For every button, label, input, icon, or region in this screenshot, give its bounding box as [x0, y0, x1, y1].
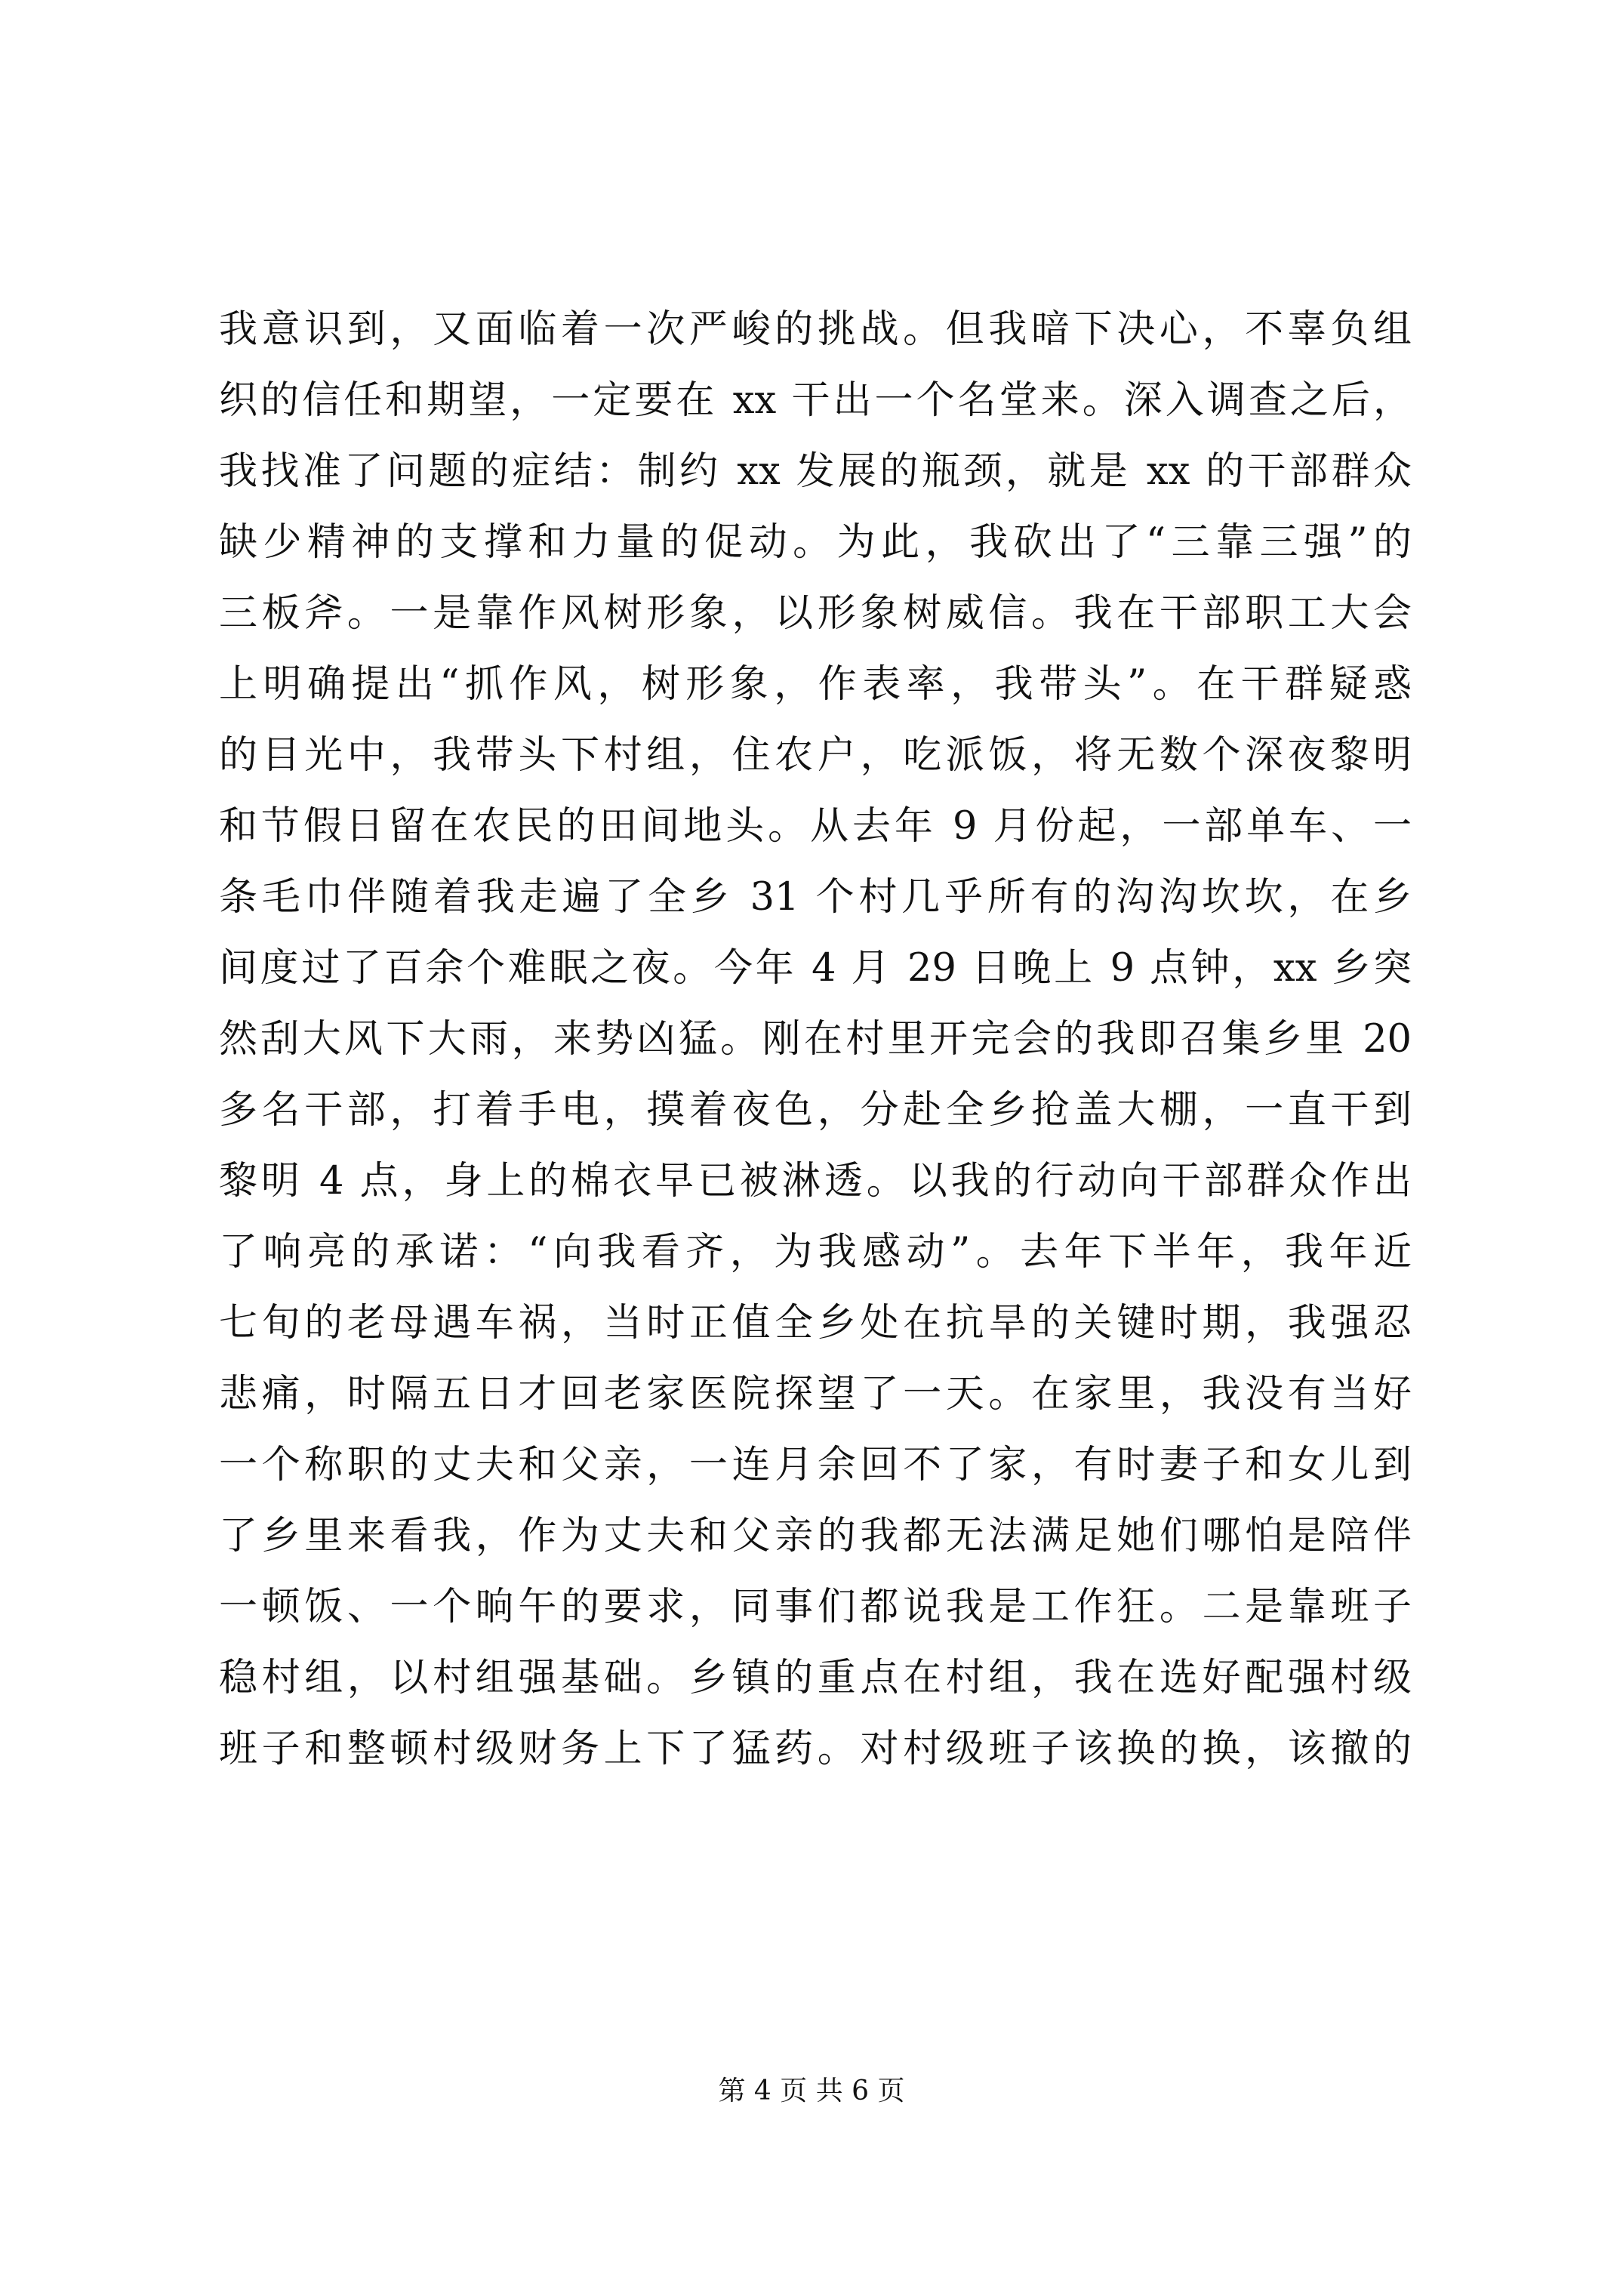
- text-line: 班子和整顿村级财务上下了猛药。对村级班子该换的换，该撤的: [219, 1727, 1412, 1771]
- text-line: 的目光中，我带头下村组，住农户，吃派饭，将无数个深夜黎明: [219, 733, 1412, 778]
- text-line: 一顿饭、一个晌午的要求，同事们都说我是工作狂。二是靠班子: [219, 1585, 1412, 1629]
- text-line: 条毛巾伴随着我走遍了全乡 31 个村几乎所有的沟沟坎坎，在乡: [219, 875, 1412, 920]
- text-line: 上明确提出“抓作风，树形象，作表率，我带头”。在干群疑惑: [219, 662, 1412, 707]
- text-line: 我意识到，又面临着一次严峻的挑战。但我暗下决心，不辜负组: [219, 307, 1412, 352]
- text-line: 了乡里来看我，作为丈夫和父亲的我都无法满足她们哪怕是陪伴: [219, 1514, 1412, 1558]
- text-line: 稳村组，以村组强基础。乡镇的重点在村组，我在选好配强村级: [219, 1656, 1412, 1700]
- text-line: 三板斧。一是靠作风树形象，以形象树威信。我在干部职工大会: [219, 591, 1412, 636]
- page-number-footer: 第 4 页 共 6 页: [718, 2076, 905, 2106]
- text-line: 了响亮的承诺：“向我看齐，为我感动”。去年下半年，我年近: [219, 1230, 1412, 1274]
- text-line: 然刮大风下大雨，来势凶猛。刚在村里开完会的我即召集乡里 20: [219, 1017, 1412, 1062]
- text-line: 多名干部，打着手电，摸着夜色，分赴全乡抢盖大棚，一直干到: [219, 1088, 1412, 1133]
- body-text: [219, 294, 1412, 1785]
- text-line: 我找准了问题的症结：制约 xx 发展的瓶颈，就是 xx 的干部群众: [219, 449, 1412, 494]
- text-line: 缺少精神的支撑和力量的促动。为此，我砍出了“三靠三强”的: [219, 520, 1412, 565]
- text-line: 织的信任和期望，一定要在 xx 干出一个名堂来。深入调查之后，: [219, 378, 1412, 423]
- text-line: 七旬的老母遇车祸，当时正值全乡处在抗旱的关键时期，我强忍: [219, 1301, 1412, 1345]
- text-line: 间度过了百余个难眠之夜。今年 4 月 29 日晚上 9 点钟，xx 乡突: [219, 946, 1412, 991]
- text-line: 一个称职的丈夫和父亲，一连月余回不了家，有时妻子和女儿到: [219, 1443, 1412, 1487]
- text-line: 和节假日留在农民的田间地头。从去年 9 月份起，一部单车、一: [219, 804, 1412, 849]
- text-line: 悲痛，时隔五日才回老家医院探望了一天。在家里，我没有当好: [219, 1372, 1412, 1416]
- text-line: 黎明 4 点，身上的棉衣早已被淋透。以我的行动向干部群众作出: [219, 1159, 1412, 1203]
